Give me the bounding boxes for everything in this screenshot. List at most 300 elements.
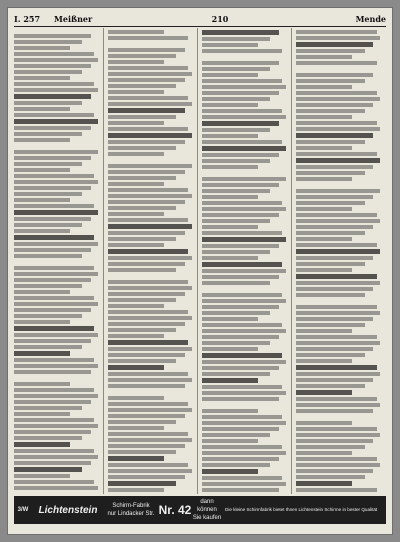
text-line <box>202 299 286 303</box>
text-line <box>296 262 365 266</box>
text-line <box>202 128 270 132</box>
text-line <box>202 469 258 474</box>
text-line <box>108 194 192 198</box>
text-line <box>14 138 70 142</box>
text-line <box>108 146 176 150</box>
text-line <box>296 397 377 401</box>
text-line <box>296 409 373 413</box>
text-line <box>14 150 98 154</box>
text-line <box>202 115 286 119</box>
text-line <box>108 310 188 314</box>
text-line <box>202 403 289 407</box>
text-line <box>202 347 258 351</box>
text-line <box>296 36 380 40</box>
directory-column-1 <box>14 28 104 494</box>
text-line <box>296 433 380 437</box>
text-line <box>202 213 279 217</box>
text-line <box>202 391 286 395</box>
text-line <box>202 385 282 389</box>
text-line <box>202 165 258 169</box>
text-line <box>296 359 352 363</box>
text-line <box>296 207 352 211</box>
text-line <box>202 43 258 47</box>
text-line <box>296 201 365 205</box>
text-line <box>14 449 94 453</box>
text-line <box>108 249 188 254</box>
text-line <box>14 339 91 343</box>
text-line <box>202 140 282 144</box>
text-line <box>108 237 176 241</box>
text-line <box>296 481 352 486</box>
text-line <box>14 64 91 68</box>
text-line <box>296 287 373 291</box>
text-line <box>202 329 286 333</box>
advert-product-name: Schirm-Fabrik <box>112 503 150 509</box>
text-line <box>296 415 384 419</box>
header-left-name: Meißner <box>54 14 93 24</box>
text-line <box>296 121 377 125</box>
text-line <box>202 433 270 437</box>
text-line <box>108 334 164 338</box>
text-line <box>108 481 176 486</box>
text-line <box>296 403 380 407</box>
text-line <box>108 475 185 479</box>
text-line <box>108 432 188 436</box>
text-line <box>14 82 94 86</box>
text-line <box>14 168 70 172</box>
text-line <box>14 229 70 233</box>
text-line <box>202 341 270 345</box>
text-line <box>202 244 279 248</box>
text-line <box>14 376 101 380</box>
text-line <box>296 311 380 315</box>
text-line <box>14 382 70 386</box>
text-line <box>296 67 384 71</box>
text-line <box>202 378 258 383</box>
text-line <box>202 201 282 205</box>
text-line <box>14 266 94 270</box>
text-line <box>14 223 82 227</box>
text-line <box>108 96 188 100</box>
text-line <box>202 409 258 413</box>
text-line <box>14 308 91 312</box>
text-line <box>14 192 82 196</box>
text-line <box>202 305 279 309</box>
text-line <box>108 304 164 308</box>
text-line <box>202 30 279 35</box>
text-line <box>202 61 279 65</box>
text-line <box>296 249 380 254</box>
text-line <box>14 436 82 440</box>
text-line <box>108 328 176 332</box>
text-line <box>296 451 352 455</box>
text-line <box>296 445 365 449</box>
text-line <box>14 144 101 148</box>
text-line <box>108 60 164 64</box>
text-line <box>108 286 192 290</box>
text-line <box>202 189 270 193</box>
text-line <box>14 94 91 99</box>
text-line <box>14 132 82 136</box>
advert-brand: Lichtenstein <box>38 504 98 516</box>
text-line <box>296 439 373 443</box>
text-line <box>296 427 377 431</box>
text-line <box>14 467 82 472</box>
text-line <box>202 97 270 101</box>
text-line <box>202 439 258 443</box>
text-line <box>108 420 176 424</box>
text-line <box>296 183 384 187</box>
text-line <box>296 469 373 473</box>
text-line <box>108 280 188 284</box>
text-line <box>202 85 286 89</box>
text-line <box>14 284 82 288</box>
text-line <box>296 256 373 260</box>
text-line <box>14 248 91 252</box>
text-line <box>108 30 164 34</box>
text-line <box>14 126 91 130</box>
text-line <box>296 152 377 156</box>
text-line <box>202 37 270 41</box>
text-line <box>14 58 98 62</box>
directory-column-3 <box>202 28 292 494</box>
text-line <box>108 170 185 174</box>
advert-product <box>104 502 158 518</box>
text-line <box>14 186 91 190</box>
text-line <box>14 412 70 416</box>
text-line <box>108 456 164 461</box>
text-line <box>202 457 279 461</box>
text-line <box>14 320 70 324</box>
advert-note: dann können Sie kaufen <box>192 499 222 521</box>
text-line <box>108 54 176 58</box>
text-line <box>296 30 377 34</box>
text-line <box>14 480 94 484</box>
text-line <box>108 408 192 412</box>
text-line <box>202 335 279 339</box>
text-line <box>108 292 185 296</box>
text-line <box>108 316 192 320</box>
page-header <box>14 12 386 27</box>
text-line <box>202 366 279 370</box>
text-line <box>202 415 282 419</box>
text-line <box>14 28 101 32</box>
text-line <box>14 180 98 184</box>
text-line <box>108 340 188 345</box>
text-line <box>14 210 98 215</box>
text-line <box>14 290 70 294</box>
text-line <box>202 372 270 376</box>
text-line <box>296 475 365 479</box>
text-line <box>108 72 192 76</box>
text-line <box>108 84 176 88</box>
text-line <box>202 79 282 83</box>
text-line <box>14 260 101 264</box>
text-line <box>108 66 188 70</box>
text-line <box>108 231 185 235</box>
advert-number: Nr. 42 <box>158 503 192 517</box>
text-line <box>14 88 98 92</box>
text-line <box>108 450 176 454</box>
text-line <box>14 242 98 246</box>
text-line <box>14 204 94 208</box>
text-line <box>202 91 279 95</box>
text-line <box>108 402 188 406</box>
text-line <box>296 49 365 53</box>
text-line <box>108 140 185 144</box>
text-line <box>296 213 377 217</box>
text-line <box>202 225 258 229</box>
text-line <box>202 421 286 425</box>
text-line <box>296 103 373 107</box>
text-line <box>14 70 82 74</box>
text-line <box>296 195 373 199</box>
text-line <box>296 341 380 345</box>
text-line <box>108 488 164 492</box>
text-line <box>296 85 352 89</box>
header-left: I. 257 <box>14 14 41 24</box>
text-line <box>202 427 279 431</box>
text-line <box>202 287 289 291</box>
text-line <box>14 278 91 282</box>
text-line <box>14 461 91 465</box>
text-line <box>202 353 282 358</box>
text-line <box>202 219 270 223</box>
text-line <box>296 165 373 169</box>
text-line <box>108 365 164 370</box>
text-line <box>14 351 70 356</box>
text-line <box>14 333 98 337</box>
text-line <box>296 353 365 357</box>
text-line <box>108 372 188 376</box>
directory-column-4 <box>296 28 386 494</box>
text-line <box>296 323 365 327</box>
text-line <box>296 61 377 65</box>
text-line <box>108 469 192 473</box>
advert-text: Die kleine Schirmfabrik bietet Ihnen Lichtenstein Schirme in bester Qualität <box>225 507 378 512</box>
text-line <box>14 107 70 111</box>
advert-prefix: 3/W <box>17 507 29 513</box>
text-line <box>108 78 185 82</box>
text-line <box>14 345 82 349</box>
text-line <box>108 438 192 442</box>
text-line <box>202 311 270 315</box>
text-line <box>202 482 286 486</box>
text-line <box>202 397 279 401</box>
text-line <box>296 42 373 47</box>
text-line <box>202 146 286 151</box>
text-line <box>296 219 380 223</box>
text-line <box>202 451 286 455</box>
text-line <box>14 34 91 38</box>
footer-advert <box>14 496 386 524</box>
text-line <box>202 323 282 327</box>
text-line <box>108 444 185 448</box>
text-line <box>296 347 373 351</box>
text-line <box>108 298 176 302</box>
text-line <box>202 103 258 107</box>
text-line <box>108 164 192 168</box>
text-line <box>202 231 282 235</box>
text-line <box>296 299 384 303</box>
text-line <box>202 207 286 211</box>
text-line <box>14 394 98 398</box>
text-line <box>14 474 70 478</box>
text-line <box>296 293 365 297</box>
text-line <box>296 457 377 461</box>
text-line <box>202 293 282 297</box>
text-line <box>108 274 195 278</box>
text-line <box>14 424 98 428</box>
text-line <box>108 152 164 156</box>
text-line <box>108 200 185 204</box>
text-line <box>14 406 82 410</box>
text-line <box>14 254 82 258</box>
text-line <box>202 183 279 187</box>
text-line <box>296 281 380 285</box>
text-line <box>296 79 365 83</box>
text-line <box>296 378 373 382</box>
text-line <box>14 76 70 80</box>
text-line <box>296 268 352 272</box>
text-line <box>202 134 258 138</box>
text-line <box>108 188 188 192</box>
text-line <box>296 189 380 193</box>
text-line <box>14 46 70 50</box>
text-line <box>108 176 176 180</box>
text-line <box>202 121 279 126</box>
text-line <box>14 235 94 240</box>
text-line <box>296 365 377 370</box>
text-line <box>296 305 377 309</box>
text-line <box>108 353 185 357</box>
text-line <box>108 224 192 229</box>
text-line <box>14 442 70 447</box>
text-line <box>14 326 94 331</box>
text-line <box>108 463 188 467</box>
text-line <box>108 48 185 52</box>
text-line <box>296 140 365 144</box>
text-line <box>296 115 352 119</box>
text-line <box>108 390 195 394</box>
advert-street: nur Lindacker Str. <box>107 511 155 517</box>
text-line <box>108 36 188 40</box>
text-line <box>14 272 98 276</box>
text-line <box>296 91 377 95</box>
text-line <box>296 97 380 101</box>
text-line <box>202 256 258 260</box>
text-line <box>108 414 185 418</box>
text-line <box>296 158 380 163</box>
text-line <box>202 109 282 113</box>
text-line <box>296 390 352 395</box>
text-line <box>202 317 258 321</box>
text-line <box>296 488 377 492</box>
text-line <box>202 55 289 59</box>
text-line <box>14 113 94 117</box>
text-line <box>296 335 377 339</box>
text-line <box>202 269 286 273</box>
text-line <box>14 400 91 404</box>
directory-columns <box>14 28 386 494</box>
directory-column-2 <box>108 28 198 494</box>
text-line <box>108 102 192 106</box>
text-line <box>202 281 270 285</box>
text-line <box>14 455 98 459</box>
text-line <box>296 329 352 333</box>
text-line <box>202 360 286 364</box>
text-line <box>108 42 195 46</box>
text-line <box>296 109 365 113</box>
header-page-number: 210 <box>211 14 229 24</box>
directory-page <box>8 8 392 534</box>
text-line <box>296 171 365 175</box>
text-line <box>108 347 192 351</box>
text-line <box>14 40 82 44</box>
text-line <box>108 127 188 131</box>
text-line <box>296 237 352 241</box>
text-line <box>108 206 176 210</box>
text-line <box>14 358 94 362</box>
text-line <box>296 225 373 229</box>
text-line <box>202 250 270 254</box>
text-line <box>14 486 98 490</box>
text-line <box>108 115 176 119</box>
text-line <box>202 476 282 480</box>
text-line <box>296 421 352 425</box>
text-line <box>108 218 188 222</box>
text-line <box>296 372 380 376</box>
text-line <box>14 162 82 166</box>
text-line <box>108 158 195 162</box>
text-line <box>296 127 380 131</box>
text-line <box>14 217 91 221</box>
text-line <box>108 378 192 382</box>
text-line <box>202 275 279 279</box>
text-line <box>14 418 94 422</box>
header-right-name: Mende <box>355 14 387 24</box>
text-line <box>108 359 176 363</box>
text-line <box>202 67 270 71</box>
text-line <box>108 322 185 326</box>
text-line <box>202 153 279 157</box>
text-line <box>108 121 164 125</box>
text-line <box>14 314 82 318</box>
text-line <box>296 55 352 59</box>
text-line <box>14 101 82 105</box>
text-line <box>202 73 258 77</box>
text-line <box>296 243 377 247</box>
text-line <box>296 463 380 467</box>
text-line <box>202 488 279 492</box>
text-line <box>14 302 98 306</box>
text-line <box>108 108 185 113</box>
text-line <box>296 384 365 388</box>
text-line <box>108 133 192 138</box>
text-line <box>108 256 192 260</box>
text-line <box>202 445 282 449</box>
text-line <box>14 119 98 124</box>
text-line <box>296 146 352 150</box>
text-line <box>108 90 164 94</box>
text-line <box>14 364 98 368</box>
text-line <box>108 268 176 272</box>
text-line <box>202 237 286 242</box>
text-line <box>14 174 94 178</box>
text-line <box>108 182 164 186</box>
text-line <box>108 384 185 388</box>
text-line <box>202 195 258 199</box>
